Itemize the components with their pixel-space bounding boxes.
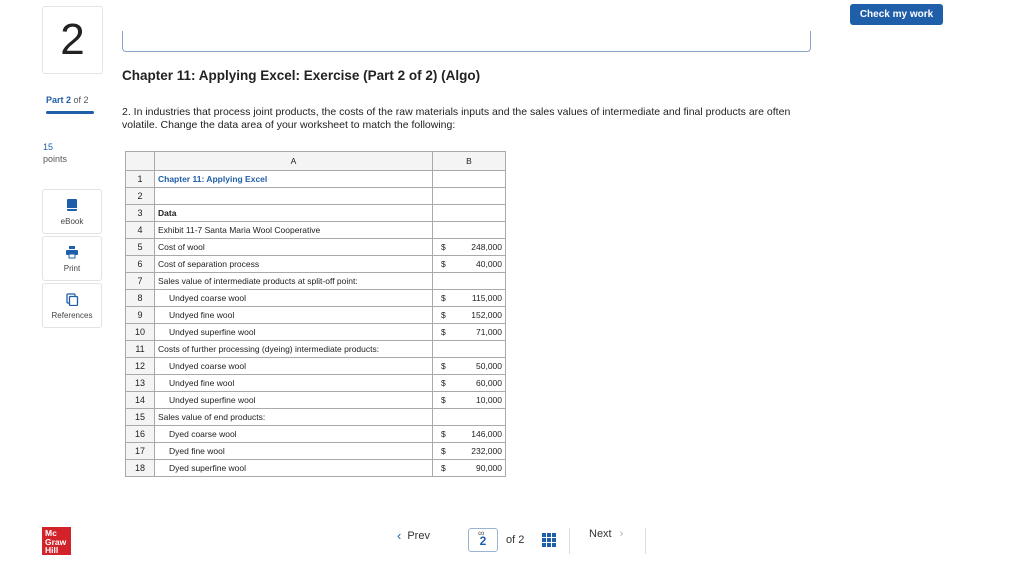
currency-symbol: $ [441, 327, 446, 337]
sheet-row [126, 290, 506, 307]
row-number: 8 [126, 290, 155, 307]
logo-line: Graw [45, 536, 67, 547]
page-total: of 2 [506, 534, 525, 546]
ebook-button[interactable] [42, 189, 102, 234]
currency-symbol: $ [441, 259, 446, 269]
cell-a[interactable] [155, 239, 433, 256]
question-prompt: 2. In industries that process joint products, the costs of the raw materials inputs and the sales values of intermediate and final products are often volatile. Change the data area of your worksheet to match the following: [122, 106, 791, 131]
cell-a-text: Undyed fine wool [169, 310, 235, 320]
cell-b-value: 40,000 [476, 259, 502, 269]
cell-a-text: Undyed fine wool [169, 378, 235, 388]
sheet-row [126, 239, 506, 256]
cell-b[interactable] [433, 460, 506, 477]
sheet-row [126, 375, 506, 392]
currency-symbol: $ [441, 361, 446, 371]
cell-a[interactable] [155, 171, 433, 188]
cell-b-value: 146,000 [471, 429, 502, 439]
sheet-row [126, 460, 506, 477]
check-my-work-button[interactable]: Check my work [850, 4, 943, 25]
row-number: 2 [126, 188, 155, 205]
page-current: 2 [479, 534, 487, 548]
prev-button[interactable] [397, 528, 430, 543]
print-button[interactable] [42, 236, 102, 281]
row-number: 13 [126, 375, 155, 392]
question-number: 2 [42, 6, 103, 74]
cell-b-value: 115,000 [471, 293, 502, 303]
cell-a[interactable] [155, 409, 433, 426]
cell-a-text: Sales value of end products: [158, 412, 266, 422]
cell-a-text: Data [158, 208, 177, 218]
cell-a[interactable] [155, 273, 433, 290]
currency-symbol: $ [441, 242, 446, 252]
sheet-row [126, 256, 506, 273]
sheet-row [126, 171, 506, 188]
cell-b[interactable] [433, 409, 506, 426]
question-title: Chapter 11: Applying Excel: Exercise (Part 2 of 2) (Algo) [122, 68, 481, 83]
cell-a[interactable] [155, 290, 433, 307]
currency-symbol: $ [441, 310, 446, 320]
cell-b-value: 232,000 [471, 446, 502, 456]
cell-a-text: Chapter 11: Applying Excel [158, 174, 268, 184]
book-icon [65, 198, 79, 212]
points-value: 15 [43, 142, 54, 152]
points-display [43, 141, 67, 165]
cell-a[interactable] [155, 443, 433, 460]
cell-b[interactable] [433, 290, 506, 307]
row-number: 16 [126, 426, 155, 443]
chevron-left-icon: ‹ [397, 528, 402, 543]
cell-b[interactable] [433, 375, 506, 392]
cell-b-value: 10,000 [476, 395, 502, 405]
cell-a-text: Cost of separation process [158, 259, 260, 269]
cell-a-text: Dyed superfine wool [169, 463, 247, 473]
spreadsheet [125, 151, 506, 477]
row-number: 14 [126, 392, 155, 409]
cell-a-text: Exhibit 11-7 Santa Maria Wool Cooperative [158, 225, 321, 235]
cell-b[interactable] [433, 426, 506, 443]
cell-b[interactable] [433, 392, 506, 409]
cell-a-text: Undyed coarse wool [169, 293, 247, 303]
part-indicator [46, 95, 89, 105]
references-button[interactable] [42, 283, 102, 328]
cell-a[interactable] [155, 188, 433, 205]
row-number: 9 [126, 307, 155, 324]
cell-b[interactable] [433, 324, 506, 341]
cell-a-text: Costs of further processing (dyeing) intermediate products: [158, 344, 380, 354]
currency-symbol: $ [441, 463, 446, 473]
cell-b[interactable] [433, 188, 506, 205]
cell-a[interactable] [155, 222, 433, 239]
cell-b[interactable] [433, 443, 506, 460]
cell-b-value: 90,000 [476, 463, 502, 473]
row-number: 12 [126, 358, 155, 375]
cell-b[interactable] [433, 205, 506, 222]
cell-a[interactable] [155, 392, 433, 409]
sheet-row [126, 409, 506, 426]
cell-a-text: Undyed superfine wool [169, 327, 256, 337]
cell-b-value: 71,000 [476, 327, 502, 337]
cell-b[interactable] [433, 273, 506, 290]
cell-b[interactable] [433, 222, 506, 239]
row-number: 7 [126, 273, 155, 290]
currency-symbol: $ [441, 293, 446, 303]
cell-a[interactable] [155, 324, 433, 341]
part-total: of 2 [73, 95, 89, 105]
cell-b[interactable] [433, 256, 506, 273]
cell-b-value: 50,000 [476, 361, 502, 371]
cell-b[interactable] [433, 358, 506, 375]
cell-a-text: Dyed fine wool [169, 446, 225, 456]
answer-progress-area [122, 31, 811, 52]
cell-b[interactable] [433, 171, 506, 188]
row-number: 11 [126, 341, 155, 358]
grid-view-icon[interactable] [542, 533, 556, 547]
sheet-row [126, 205, 506, 222]
currency-symbol: $ [441, 378, 446, 388]
row-number: 17 [126, 443, 155, 460]
references-label: References [51, 310, 93, 320]
sheet-row [126, 307, 506, 324]
sheet-row [126, 324, 506, 341]
cell-a-text: Cost of wool [158, 242, 205, 252]
currency-symbol: $ [441, 429, 446, 439]
cell-b[interactable] [433, 341, 506, 358]
divider [569, 528, 570, 554]
prev-label: Prev [407, 529, 430, 542]
row-number: 4 [126, 222, 155, 239]
link-icon: ∞ [478, 528, 485, 538]
page-number-box[interactable] [468, 528, 498, 552]
currency-symbol: $ [441, 446, 446, 456]
cell-a-text: Undyed coarse wool [169, 361, 247, 371]
spreadsheet-body [126, 171, 506, 477]
currency-symbol: $ [441, 395, 446, 405]
logo-line: Mc [45, 528, 57, 538]
sheet-row [126, 341, 506, 358]
column-header-a: A [155, 152, 433, 171]
ebook-label: eBook [60, 216, 84, 226]
row-number: 15 [126, 409, 155, 426]
sheet-row [126, 426, 506, 443]
sheet-row [126, 188, 506, 205]
cell-a[interactable] [155, 205, 433, 222]
sheet-row [126, 443, 506, 460]
row-number: 6 [126, 256, 155, 273]
cell-a-text: Undyed superfine wool [169, 395, 256, 405]
cell-a-text: Sales value of intermediate products at split-off point: [158, 276, 358, 286]
sheet-row [126, 392, 506, 409]
logo-line: Hill [45, 545, 59, 555]
mcgraw-hill-logo [42, 527, 71, 555]
cell-a[interactable] [155, 460, 433, 477]
copy-icon [65, 292, 79, 306]
row-number: 1 [126, 171, 155, 188]
printer-icon [65, 245, 79, 259]
chevron-right-icon: › [619, 528, 624, 540]
cell-b-value: 152,000 [471, 310, 502, 320]
next-button[interactable] [589, 528, 623, 540]
next-label: Next [589, 528, 612, 540]
row-number: 10 [126, 324, 155, 341]
cell-b[interactable] [433, 307, 506, 324]
corner-cell [126, 152, 155, 171]
row-number: 18 [126, 460, 155, 477]
cell-b[interactable] [433, 239, 506, 256]
column-header-b: B [433, 152, 506, 171]
cell-b-value: 60,000 [476, 378, 502, 388]
cell-a-text: Dyed coarse wool [169, 429, 237, 439]
part-progress-bar [46, 111, 94, 114]
row-number: 5 [126, 239, 155, 256]
sheet-row [126, 358, 506, 375]
sheet-row [126, 273, 506, 290]
cell-a[interactable] [155, 341, 433, 358]
print-label: Print [63, 263, 81, 273]
cell-a[interactable] [155, 256, 433, 273]
divider [645, 528, 646, 554]
cell-a[interactable] [155, 375, 433, 392]
cell-a[interactable] [155, 307, 433, 324]
part-current: Part 2 [46, 95, 72, 105]
cell-a[interactable] [155, 426, 433, 443]
cell-a[interactable] [155, 358, 433, 375]
cell-b-value: 248,000 [471, 242, 502, 252]
points-label: points [43, 154, 68, 164]
sheet-row [126, 222, 506, 239]
row-number: 3 [126, 205, 155, 222]
